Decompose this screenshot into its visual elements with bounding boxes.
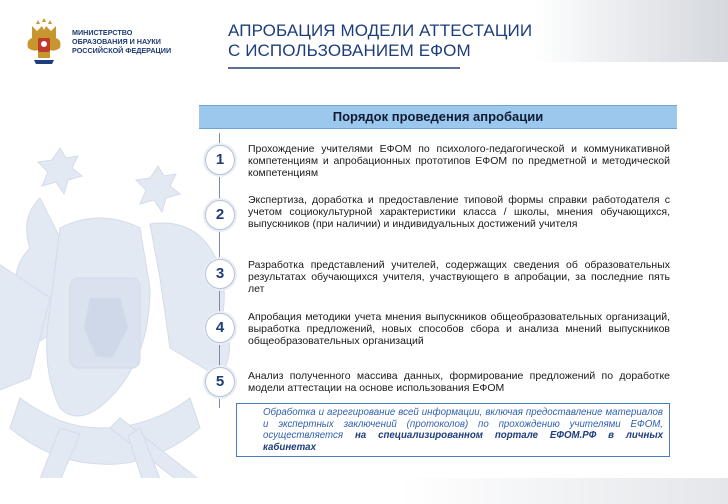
ministry-name: МИНИСТЕРСТВО ОБРАЗОВАНИЯ И НАУКИ РОССИЙСКОЙ ФЕДЕРАЦИИ xyxy=(72,28,172,55)
step-text: Апробация методики учета мнения выпускников общеобразовательных организаций, выработка предложений, новых способов сбора и анализа мнений выпускников общеобразовательных организаций xyxy=(248,311,670,348)
note-text: Обработка и агрегирование всей информации, включая предоставление материалов и экспертных заключений (протоколов) по прохождению учителями ЕФОМ, осуществляется xyxy=(263,407,663,442)
step-number: 3 xyxy=(205,259,235,289)
step-number: 4 xyxy=(205,313,235,343)
note-emphasis: на специализированном портале ЕФОМ.РФ в личных кабинетах xyxy=(263,430,663,453)
step-text: Экспертиза, доработка и предоставление типовой формы справки работодателя с учетом социокультурной характеристики класса / школы, мнения обучающихся, выпускников (при наличии) и индивидуальных достижений учителя xyxy=(248,194,670,231)
title-underline xyxy=(228,67,460,69)
footer-gradient xyxy=(0,478,728,504)
slide-title: АПРОБАЦИЯ МОДЕЛИ АТТЕСТАЦИИ С ИСПОЛЬЗОВАНИЕМ ЕФОМ xyxy=(228,21,533,60)
coat-of-arms-logo xyxy=(22,18,66,66)
step-number: 1 xyxy=(205,145,235,175)
header-gradient xyxy=(534,0,728,62)
step-text: Анализ полученного массива данных, формирование предложений по доработке модели аттестации на основе использования ЕФОМ xyxy=(248,370,670,395)
section-heading: Порядок проведения апробации xyxy=(199,105,677,129)
double-headed-eagle-watermark xyxy=(0,128,230,504)
step-text: Разработка представлений учителей, содержащих сведения об образовательных результатах обучающихся учителя, участвующего в апробации, за последние пять лет xyxy=(248,259,670,296)
info-note xyxy=(236,403,670,457)
step-number: 5 xyxy=(205,367,235,397)
step-text: Прохождение учителями ЕФОМ по психолого-педагогической и коммуникативной компетенциям и апробационных прототипов ЕФОМ по предметной и методической компетенциям xyxy=(248,143,670,180)
step-number: 2 xyxy=(205,200,235,230)
